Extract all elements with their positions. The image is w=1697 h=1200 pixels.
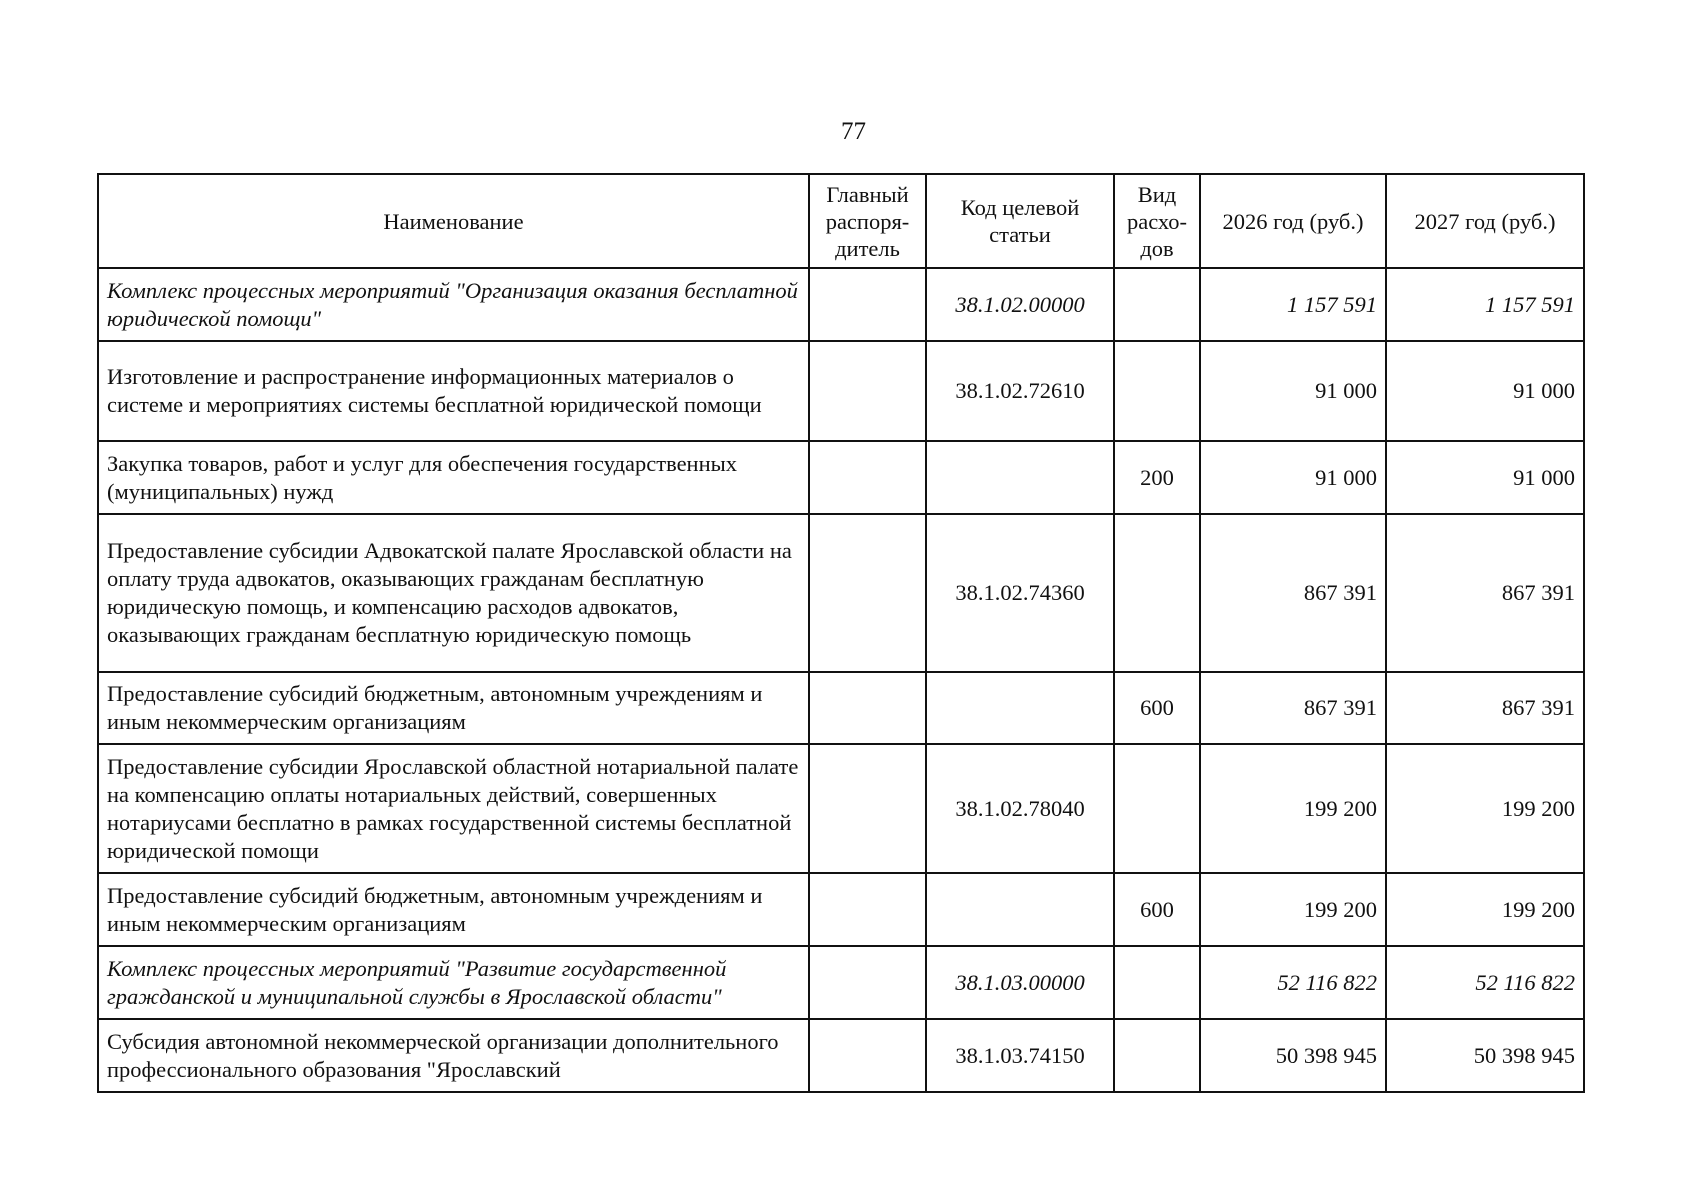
table-row — [98, 873, 1584, 946]
cell-2026: 867 391 — [1200, 672, 1386, 744]
cell-code: 38.1.02.74360 — [926, 514, 1114, 672]
header-code: Код целевой статьи — [926, 174, 1114, 268]
cell-2026: 50 398 945 — [1200, 1019, 1386, 1092]
cell-2026: 52 116 822 — [1200, 946, 1386, 1019]
cell-manager — [809, 744, 926, 873]
header-name: Наименование — [98, 174, 809, 268]
cell-code: 38.1.02.72610 — [926, 341, 1114, 441]
cell-name: Субсидия автономной некоммерческой организации дополнительного профессионального образования "Ярославский — [98, 1019, 809, 1092]
cell-code: 38.1.02.78040 — [926, 744, 1114, 873]
table-row — [98, 341, 1584, 441]
cell-code: 38.1.03.74150 — [926, 1019, 1114, 1092]
table-row — [98, 946, 1584, 1019]
cell-2026: 91 000 — [1200, 441, 1386, 514]
cell-manager — [809, 514, 926, 672]
header-manager: Главный распоря-дитель — [809, 174, 926, 268]
table-row — [98, 514, 1584, 672]
cell-2026: 867 391 — [1200, 514, 1386, 672]
cell-2027: 867 391 — [1386, 514, 1584, 672]
cell-type: 600 — [1114, 873, 1200, 946]
cell-manager — [809, 672, 926, 744]
cell-code — [926, 672, 1114, 744]
cell-2027: 50 398 945 — [1386, 1019, 1584, 1092]
header-2027: 2027 год (руб.) — [1386, 174, 1584, 268]
cell-name: Предоставление субсидий бюджетным, автономным учреждениям и иным некоммерческим организациям — [98, 873, 809, 946]
page-number: 77 — [841, 118, 866, 145]
cell-manager — [809, 873, 926, 946]
cell-type — [1114, 744, 1200, 873]
cell-name: Предоставление субсидии Ярославской областной нотариальной палате на компенсацию оплаты нотариальных действий, совершенных нотариусами бесплатно в рамках государственной системы бесплатной юридической помощи — [98, 744, 809, 873]
cell-2026: 1 157 591 — [1200, 268, 1386, 341]
header-type: Вид расхо-дов — [1114, 174, 1200, 268]
table-row — [98, 744, 1584, 873]
cell-type: 200 — [1114, 441, 1200, 514]
cell-manager — [809, 1019, 926, 1092]
cell-2026: 199 200 — [1200, 744, 1386, 873]
cell-2027: 52 116 822 — [1386, 946, 1584, 1019]
cell-type — [1114, 1019, 1200, 1092]
table-row — [98, 268, 1584, 341]
cell-code — [926, 441, 1114, 514]
cell-name: Закупка товаров, работ и услуг для обеспечения государственных (муниципальных) нужд — [98, 441, 809, 514]
table-row — [98, 1019, 1584, 1092]
cell-name: Предоставление субсидий бюджетным, автономным учреждениям и иным некоммерческим организациям — [98, 672, 809, 744]
cell-manager — [809, 946, 926, 1019]
cell-2026: 91 000 — [1200, 341, 1386, 441]
cell-type — [1114, 341, 1200, 441]
cell-manager — [809, 341, 926, 441]
table-header-row — [98, 174, 1584, 268]
cell-code: 38.1.03.00000 — [926, 946, 1114, 1019]
cell-name: Комплекс процессных мероприятий "Организация оказания бесплатной юридической помощи" — [98, 268, 809, 341]
cell-code: 38.1.02.00000 — [926, 268, 1114, 341]
table-row — [98, 672, 1584, 744]
cell-2027: 91 000 — [1386, 441, 1584, 514]
budget-table — [97, 173, 1585, 1093]
cell-name: Предоставление субсидии Адвокатской палате Ярославской области на оплату труда адвокатов, оказывающих гражданам бесплатную юридическую помощь, и компенсацию расходов адвокатов, оказывающих гражданам бесплатную юридическую помощь — [98, 514, 809, 672]
cell-2027: 1 157 591 — [1386, 268, 1584, 341]
cell-2027: 199 200 — [1386, 744, 1584, 873]
cell-type: 600 — [1114, 672, 1200, 744]
cell-manager — [809, 268, 926, 341]
cell-code — [926, 873, 1114, 946]
cell-2026: 199 200 — [1200, 873, 1386, 946]
cell-name: Изготовление и распространение информационных материалов о системе и мероприятиях системы бесплатной юридической помощи — [98, 341, 809, 441]
cell-2027: 867 391 — [1386, 672, 1584, 744]
cell-type — [1114, 514, 1200, 672]
table-row — [98, 441, 1584, 514]
header-2026: 2026 год (руб.) — [1200, 174, 1386, 268]
cell-type — [1114, 946, 1200, 1019]
cell-type — [1114, 268, 1200, 341]
cell-2027: 91 000 — [1386, 341, 1584, 441]
cell-manager — [809, 441, 926, 514]
cell-name: Комплекс процессных мероприятий "Развитие государственной гражданской и муниципальной службы в Ярославской области" — [98, 946, 809, 1019]
cell-2027: 199 200 — [1386, 873, 1584, 946]
